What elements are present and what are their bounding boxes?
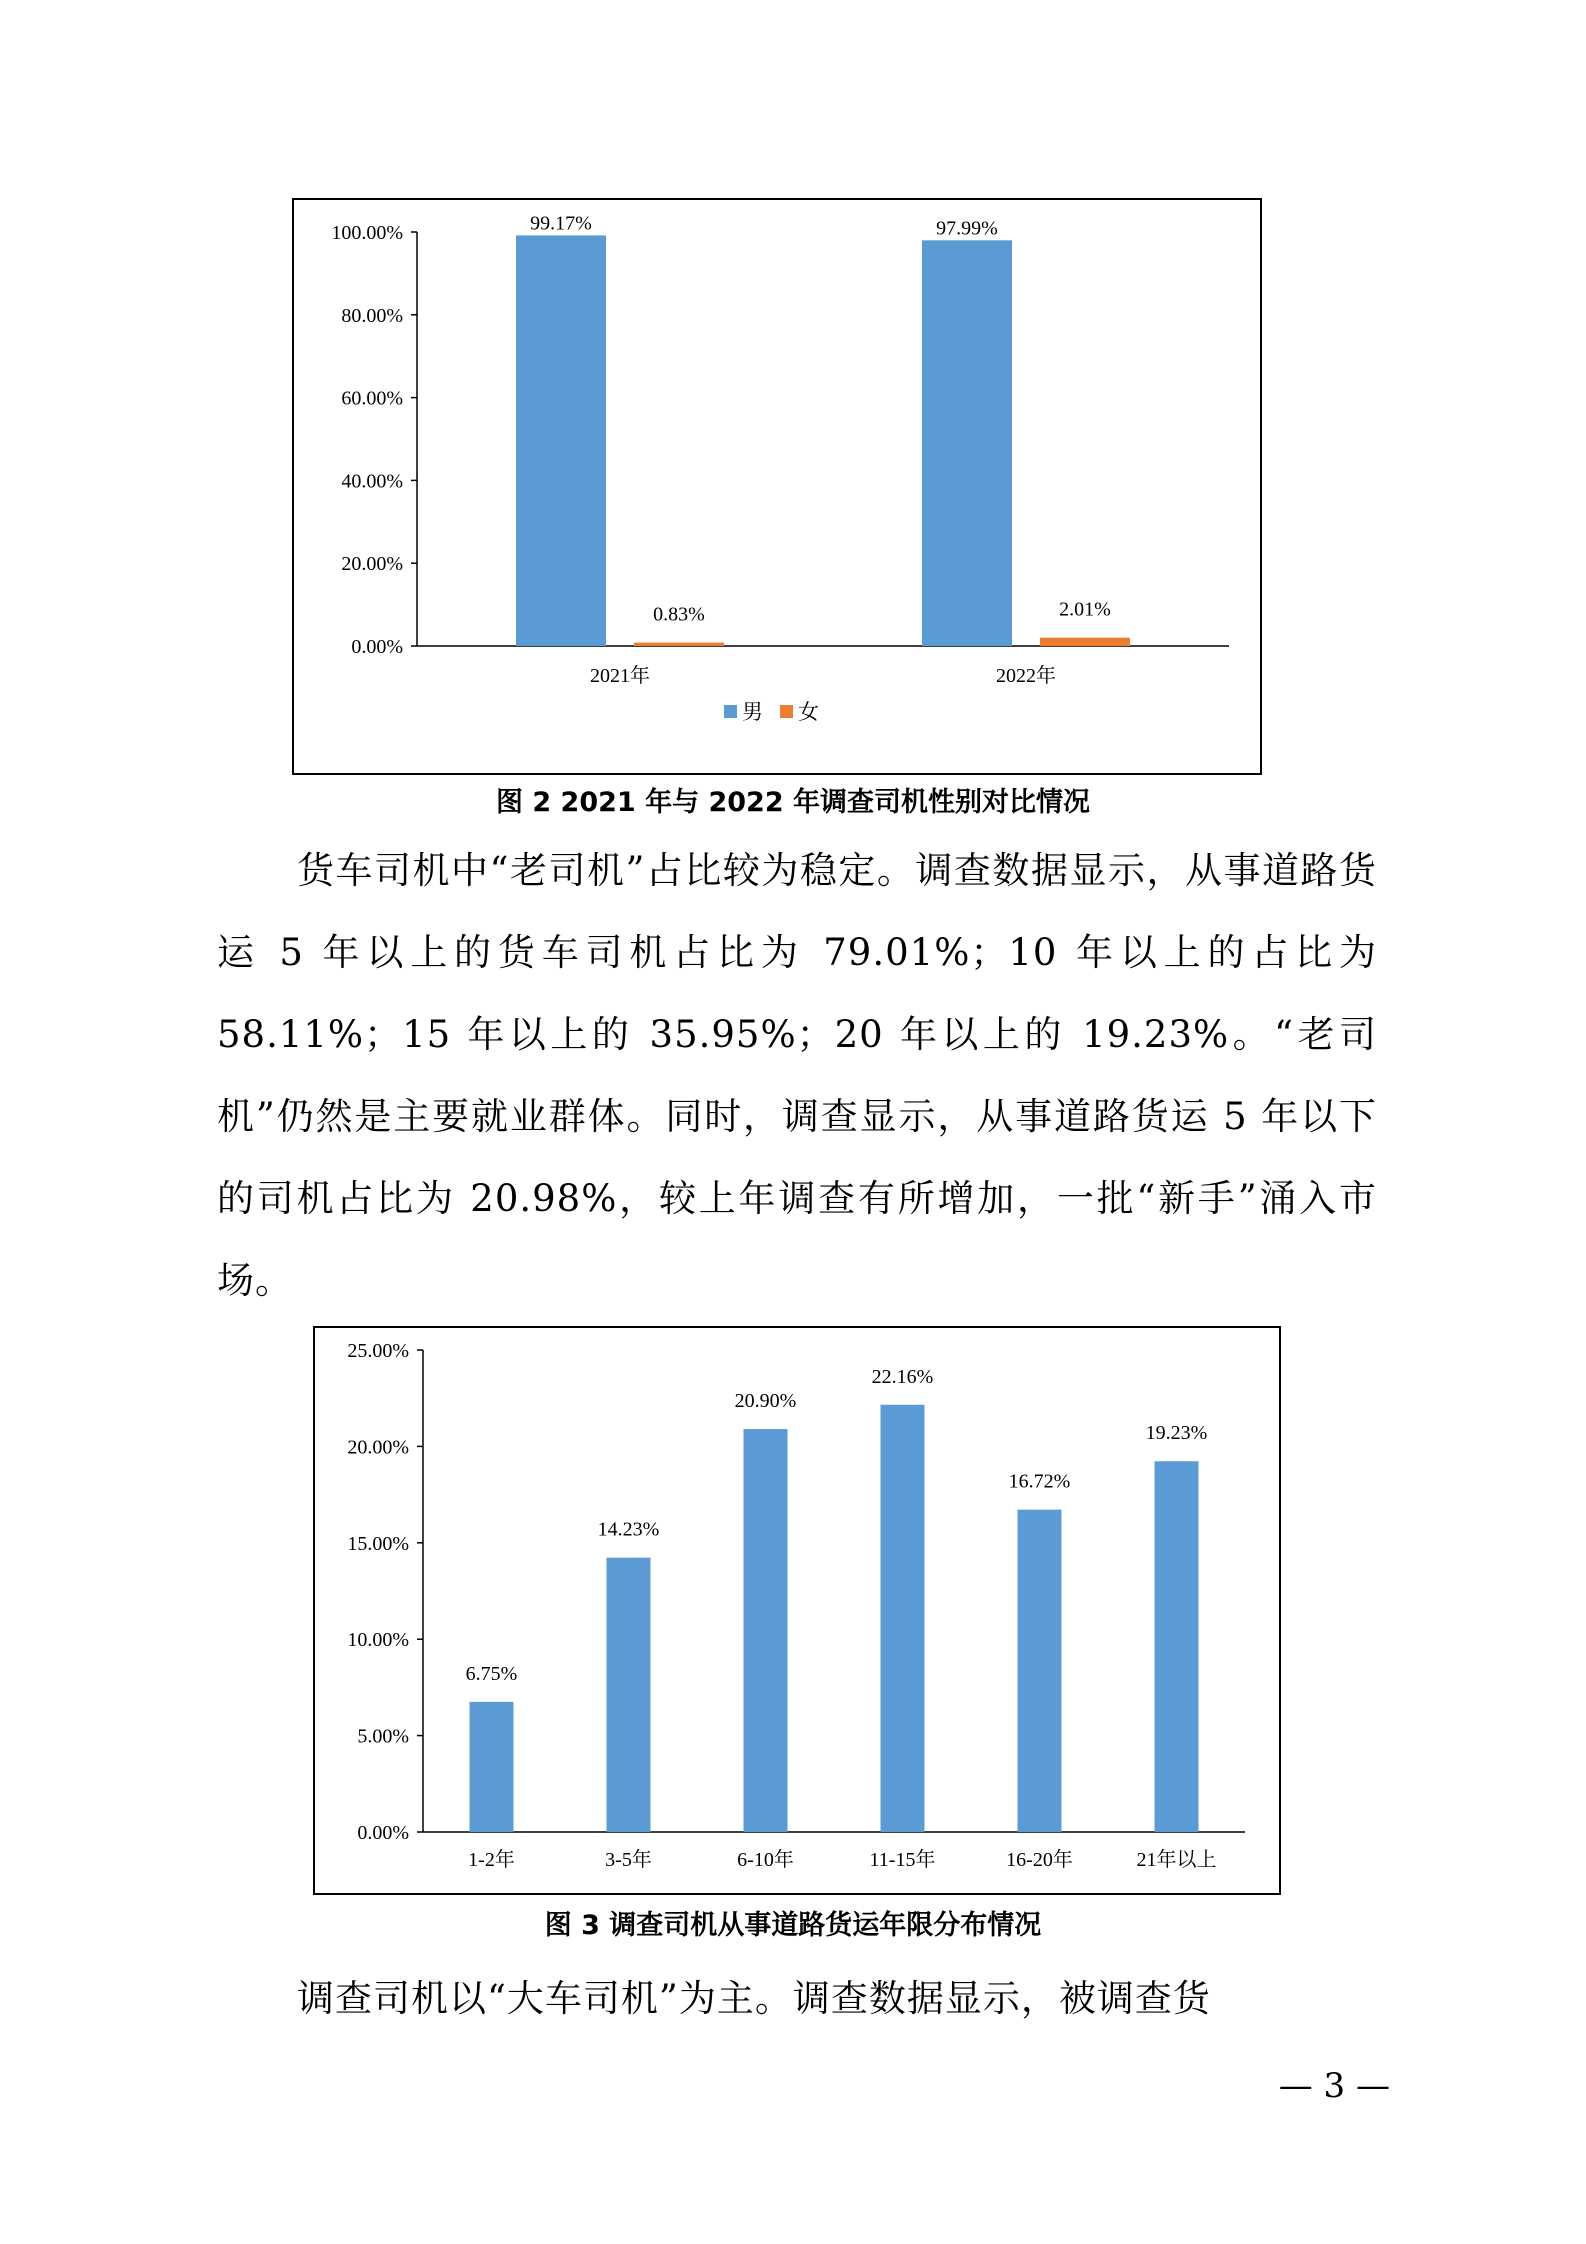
data-label: 19.23% [1145, 1422, 1208, 1445]
paragraph-big-truck-drivers: 调查司机以“大车司机”为主。调查数据显示，被调查货 [297, 1977, 1211, 2020]
figure-3-caption: 图 3 调查司机从事道路货运年限分布情况 [544, 1910, 1042, 1941]
bar [881, 1405, 925, 1832]
bar [470, 1702, 514, 1832]
figure-2-caption: 图 2 2021 年与 2022 年调查司机性别对比情况 [495, 787, 1091, 818]
y-tick-label: 25.00% [347, 1340, 409, 1362]
x-tick-label: 6-10年 [737, 1849, 794, 1871]
y-tick-label: 0.00% [357, 1822, 409, 1844]
experience-chart-svg [315, 1328, 1279, 1893]
legend-swatch [724, 705, 737, 718]
y-tick-label: 100.00% [331, 222, 403, 244]
x-tick-label: 2021年 [590, 665, 650, 687]
x-tick-label: 3-5年 [605, 1849, 652, 1871]
data-label: 20.90% [734, 1390, 797, 1413]
gender-chart-svg [294, 200, 1260, 773]
y-tick-label: 0.00% [351, 636, 403, 658]
data-label: 99.17% [530, 212, 592, 235]
data-label: 0.83% [653, 603, 705, 626]
bar [516, 235, 606, 646]
x-tick-label: 1-2年 [468, 1849, 515, 1871]
legend-label: 男 [742, 700, 763, 724]
x-tick-label: 21年以上 [1136, 1849, 1217, 1871]
data-label: 22.16% [871, 1365, 934, 1388]
bar [1018, 1510, 1062, 1832]
bar [1040, 638, 1130, 646]
x-tick-label: 16-20年 [1006, 1849, 1073, 1871]
y-tick-label: 20.00% [347, 1436, 409, 1459]
bar [634, 643, 724, 646]
y-tick-label: 40.00% [341, 470, 403, 493]
y-tick-label: 10.00% [347, 1629, 409, 1652]
y-tick-label: 5.00% [357, 1725, 409, 1748]
data-label: 2.01% [1059, 598, 1111, 621]
bar [1155, 1461, 1199, 1832]
page-number: — 3 — [1278, 2066, 1390, 2106]
y-tick-label: 15.00% [347, 1532, 409, 1555]
x-tick-label: 2022年 [996, 665, 1056, 687]
bar [744, 1429, 788, 1832]
experience-chart [313, 1326, 1281, 1895]
paragraph-veteran-drivers: 货车司机中“老司机”占比较为稳定。调查数据显示，从事道路货运 5 年以上的货车司机占比为 79.01%；10 年以上的占比为 58.11%；15 年以上的 35.95%；20 年以上的 19.23%。“老司机”仍然是主要就业群体。同时，调查显示，从事道路货运 5 年以下的司机占比为 20.98%，较上年调查有所增加，一批“新手”涌入市场。 [217, 849, 1377, 1302]
x-tick-label: 11-15年 [869, 1849, 936, 1871]
y-tick-label: 60.00% [341, 387, 403, 410]
y-tick-label: 20.00% [341, 553, 403, 576]
data-label: 14.23% [597, 1518, 660, 1541]
data-label: 97.99% [936, 217, 998, 240]
bar [607, 1558, 651, 1832]
legend-label: 女 [798, 700, 819, 724]
gender-chart [292, 198, 1262, 775]
legend-swatch [780, 705, 793, 718]
data-label: 16.72% [1008, 1470, 1071, 1493]
y-tick-label: 80.00% [341, 304, 403, 327]
data-label: 6.75% [465, 1662, 518, 1685]
bar [922, 240, 1012, 646]
